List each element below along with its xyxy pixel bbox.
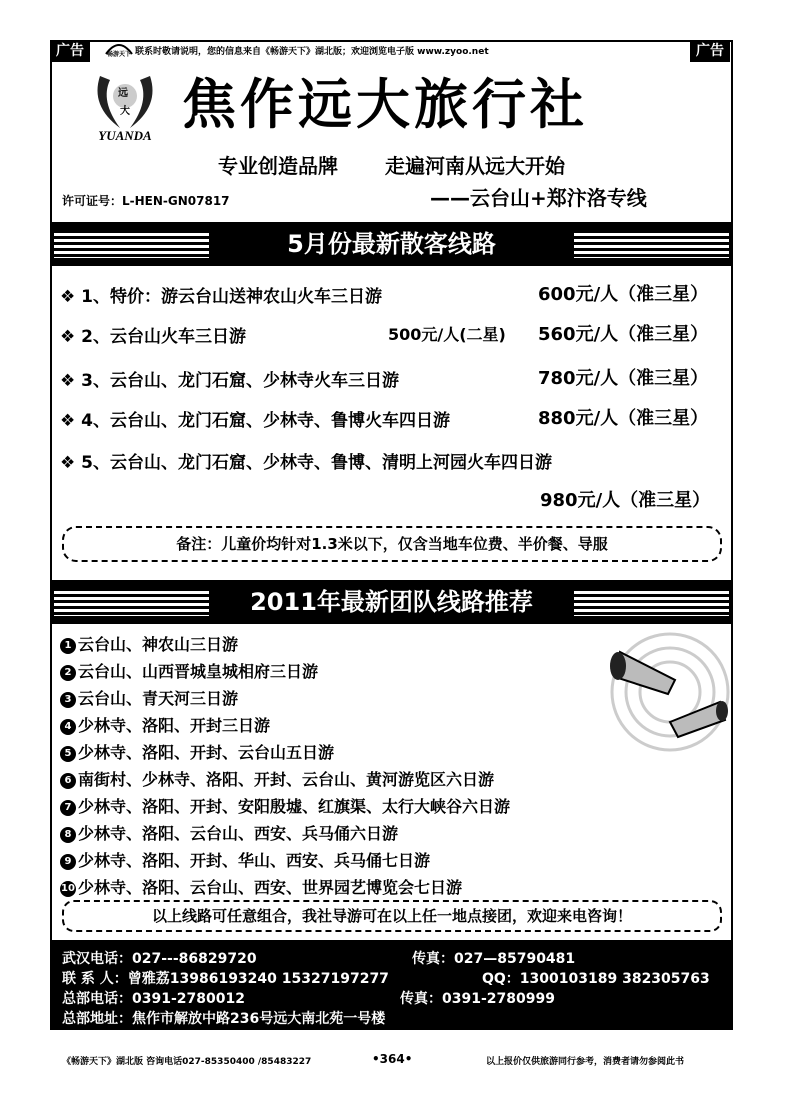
top-notice: 联系时敬请说明，您的信息来自《畅游天下》湖北版；欢迎浏览电子版 www.zyoo.net	[135, 47, 489, 57]
route-4-price: 880元/人（准三星）	[538, 408, 709, 429]
megaphone-icon	[600, 632, 730, 762]
footer-left: 《畅游天下》湖北版 咨询电话027-85350400 /85483227	[62, 1057, 312, 1067]
route-3-price: 780元/人（准三星）	[538, 368, 709, 389]
team-route-8: 8 少林寺、洛阳、云台山、西安、兵马俑六日游	[60, 821, 398, 844]
route-1-price: 600元/人（准三星）	[538, 284, 709, 305]
team-route-2: 2 云台山、山西晋城皇城相府三日游	[60, 659, 318, 682]
team-route-5: 5 少林寺、洛阳、开封、云台山五日游	[60, 740, 334, 763]
section2-footnote: 以上线路可任意组合，我社导游可在以上任一地点接团，欢迎来电咨询！	[62, 900, 722, 932]
fax-2: 传真：0391-2780999	[400, 991, 555, 1007]
section1-note: 备注：儿童价均针对1.3米以下，仅含当地车位费、半价餐、导服	[62, 526, 722, 562]
team-route-7: 7 少林寺、洛阳、开封、安阳殷墟、红旗渠、太行大峡谷六日游	[60, 794, 510, 817]
svg-text:远: 远	[118, 88, 128, 99]
route-5-price: 980元/人（准三星）	[540, 490, 711, 511]
fax-1: 传真：027—85790481	[412, 951, 576, 967]
company-name: 焦作远大旅行社	[182, 73, 588, 136]
section1-title: 5月份最新散客线路	[287, 230, 496, 258]
contact-person: 联 系 人：曾雅荔13986193240 15327197277	[62, 971, 389, 987]
footer-right: 以上报价仅供旅游同行参考，消费者请勿参阅此书	[486, 1057, 685, 1067]
route-2-price: 560元/人（准三星）	[538, 324, 709, 345]
qq-numbers: QQ：1300103189 382305763	[482, 971, 710, 987]
route-3: ❖ 3、云台山、龙门石窟、少林寺火车三日游	[60, 371, 399, 391]
yuanda-logo	[70, 66, 180, 146]
team-route-3: 3 云台山、青天河三日游	[60, 686, 238, 709]
team-route-4: 4 少林寺、洛阳、开封三日游	[60, 713, 270, 736]
contact-block	[50, 940, 733, 1030]
special-line: ——云台山+郑汴洛专线	[430, 186, 647, 210]
route-5: ❖ 5、云台山、龙门石窟、少林寺、鲁博、清明上河园火车四日游	[60, 453, 552, 473]
section2-title: 2011年最新团队线路推荐	[250, 588, 533, 616]
slogan: 专业创造品牌 走遍河南从远大开始	[218, 154, 565, 178]
wuhan-phone: 武汉电话：027---86829720	[62, 951, 257, 967]
route-2: ❖ 2、云台山火车三日游	[60, 327, 246, 347]
svg-text:YUANDA: YUANDA	[98, 128, 152, 143]
license-number: 许可证号：L-HEN-GN07817	[62, 194, 230, 208]
route-1: ❖ 1、特价：游云台山送神农山火车三日游	[60, 287, 382, 307]
team-route-1: 1 云台山、神农山三日游	[60, 632, 238, 655]
route-4: ❖ 4、云台山、龙门石窟、少林寺、鲁博火车四日游	[60, 411, 450, 431]
hq-address: 总部地址：焦作市解放中路236号远大南北苑一号楼	[62, 1011, 386, 1027]
ad-label-left: 广告	[50, 40, 90, 62]
route-2-price-alt: 500元/人(二星)	[388, 325, 506, 344]
ad-label-right: 广告	[690, 40, 730, 62]
team-route-9: 9 少林寺、洛阳、开封、华山、西安、兵马俑七日游	[60, 848, 430, 871]
svg-text:大: 大	[120, 106, 130, 117]
section1-banner	[50, 222, 733, 266]
mini-logo-icon	[104, 40, 134, 58]
section2-banner	[50, 580, 733, 624]
team-route-10: 10 少林寺、洛阳、云台山、西安、世界园艺博览会七日游	[61, 878, 463, 897]
team-route-6: 6 南街村、少林寺、洛阳、开封、云台山、黄河游览区六日游	[60, 767, 494, 790]
page-number: •364•	[372, 1052, 413, 1066]
hq-phone: 总部电话：0391-2780012	[62, 991, 245, 1007]
svg-text:畅游天下: 畅游天下	[106, 51, 132, 58]
